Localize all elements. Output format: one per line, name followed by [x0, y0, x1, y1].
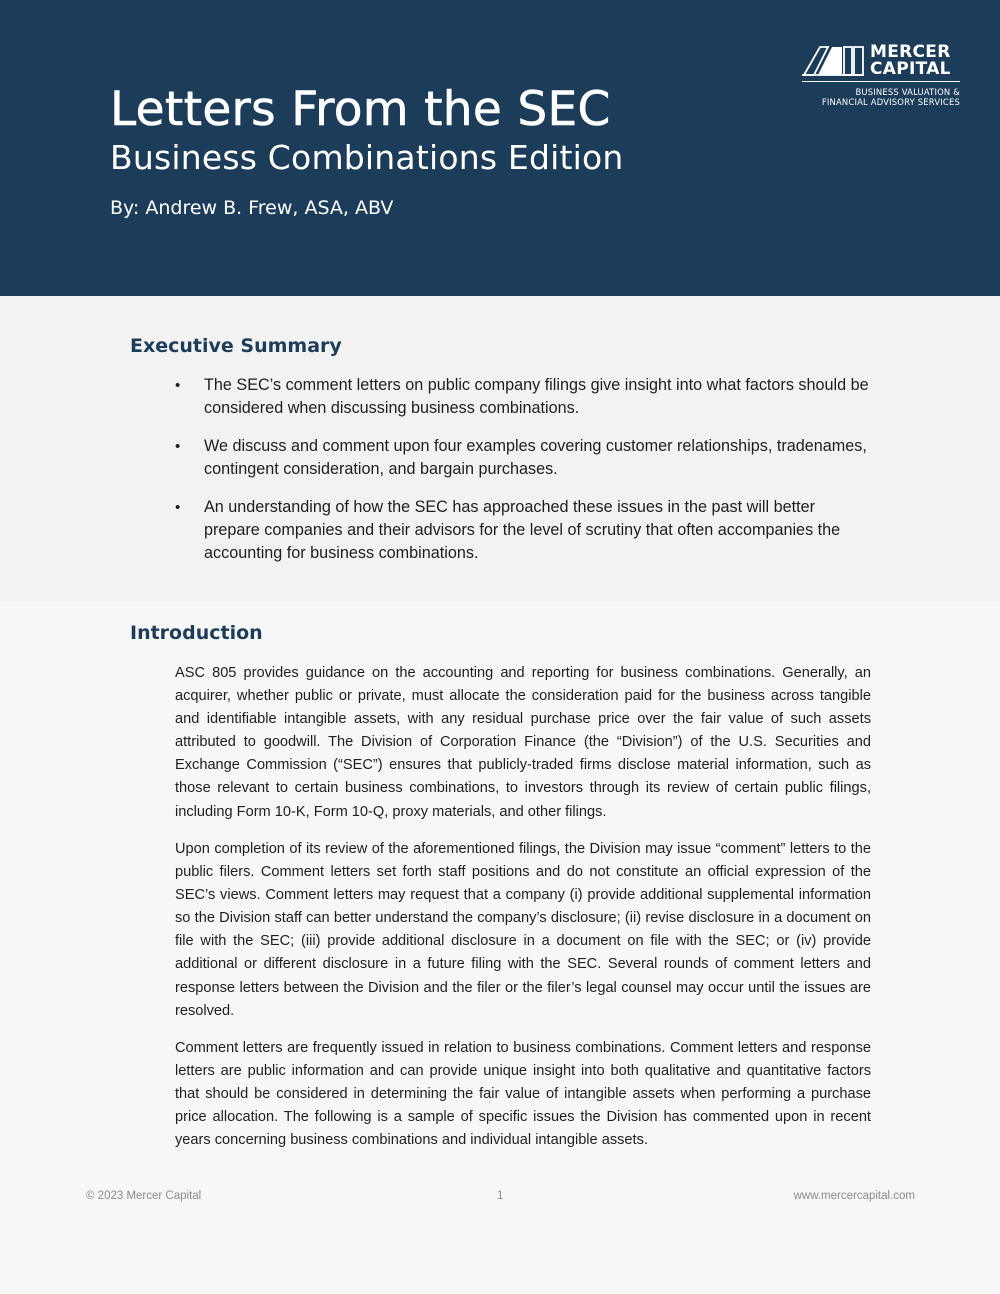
footer-website: www.mercercapital.com	[793, 1190, 915, 1202]
introduction-paragraph-2: Upon completion of its review of the aforementioned filings, the Division may issue “comment” letters to the public filers. Comment letters set forth staff positions and do not constitute an official expression of the SEC’s views. Comment letters may request that a company (i) provide additional supplemental information so the Division staff can better understand the company’s disclosure; (ii) revise disclosure in a document on file with the SEC; (iii) provide additional disclosure in a document on file with the SEC; or (iv) provide additional or different disclosure in a future filing with the SEC. Several rounds of comment letters and response letters between the Division and the filer or the filer’s legal counsel may occur until the issues are resolved.	[175, 841, 871, 1019]
logo-name-line1: MERCER	[870, 42, 951, 62]
list-item	[175, 435, 875, 481]
bullet-icon: •	[175, 499, 181, 516]
list-item	[175, 496, 875, 565]
bullet-text: An understanding of how the SEC has approached these issues in the past will better prepare companies and their advisors for the level of scrutiny that often accompanies the accounting for business combinations.	[204, 498, 841, 562]
logo-tagline-line2: FINANCIAL ADVISORY SERVICES	[821, 97, 960, 107]
footer-page-number: 1	[497, 1190, 504, 1202]
page-subtitle: Business Combinations Edition	[110, 138, 624, 177]
logo-tagline	[822, 87, 960, 107]
bullet-text: The SEC’s comment letters on public company filings give insight into what factors should be considered when discussing business combinations.	[204, 376, 869, 417]
bullet-text: We discuss and comment upon four examples covering customer relationships, tradenames, contingent consideration, and bargain purchases.	[204, 437, 867, 478]
list-item	[175, 374, 875, 420]
mercer-capital-logo	[802, 44, 962, 110]
executive-summary-list	[175, 374, 875, 580]
introduction-section	[0, 602, 1000, 1162]
logo-wordmark	[870, 44, 951, 78]
executive-summary-heading: Executive Summary	[130, 335, 342, 357]
page-footer	[0, 1190, 1000, 1206]
page-title: Letters From the SEC	[110, 82, 611, 137]
title-banner	[0, 0, 1000, 296]
executive-summary-section	[0, 296, 1000, 602]
footer-copyright: © 2023 Mercer Capital	[86, 1190, 202, 1202]
logo-name-line2: CAPITAL	[870, 59, 951, 79]
bullet-icon: •	[175, 438, 181, 455]
introduction-paragraph-3: Comment letters are frequently issued in relation to business combinations. Comment letters and response letters are public information and can provide unique insight into both qualitative and quantitative factors that should be considered in determining the fair value of intangible assets when performing a purchase price allocation. The following is a sample of specific issues the Division has commented upon in recent years concerning business combinations and individual intangible assets.	[175, 1040, 871, 1149]
introduction-paragraph-1: ASC 805 provides guidance on the accounting and reporting for business combinations. Generally, an acquirer, whether public or private, must allocate the consideration paid for the business across tangible and identifiable intangible assets, with any residual purchase price over the fair value of such assets attributed to goodwill. The Division of Corporation Finance (the “Division”) of the U.S. Securities and Exchange Commission (“SEC”) ensures that publicly-traded firms disclose material information, such as those relevant to certain business combinations, to investors through its review of certain public filings, including Form 10-K, Form 10-Q, proxy materials, and other filings.	[175, 665, 871, 820]
logo-tagline-line1: BUSINESS VALUATION &	[855, 87, 960, 97]
logo-divider	[802, 81, 960, 82]
mercer-capital-logo-mark-icon	[802, 44, 866, 78]
bullet-icon: •	[175, 377, 181, 394]
introduction-heading: Introduction	[130, 622, 263, 644]
author-byline: By: Andrew B. Frew, ASA, ABV	[110, 197, 394, 219]
